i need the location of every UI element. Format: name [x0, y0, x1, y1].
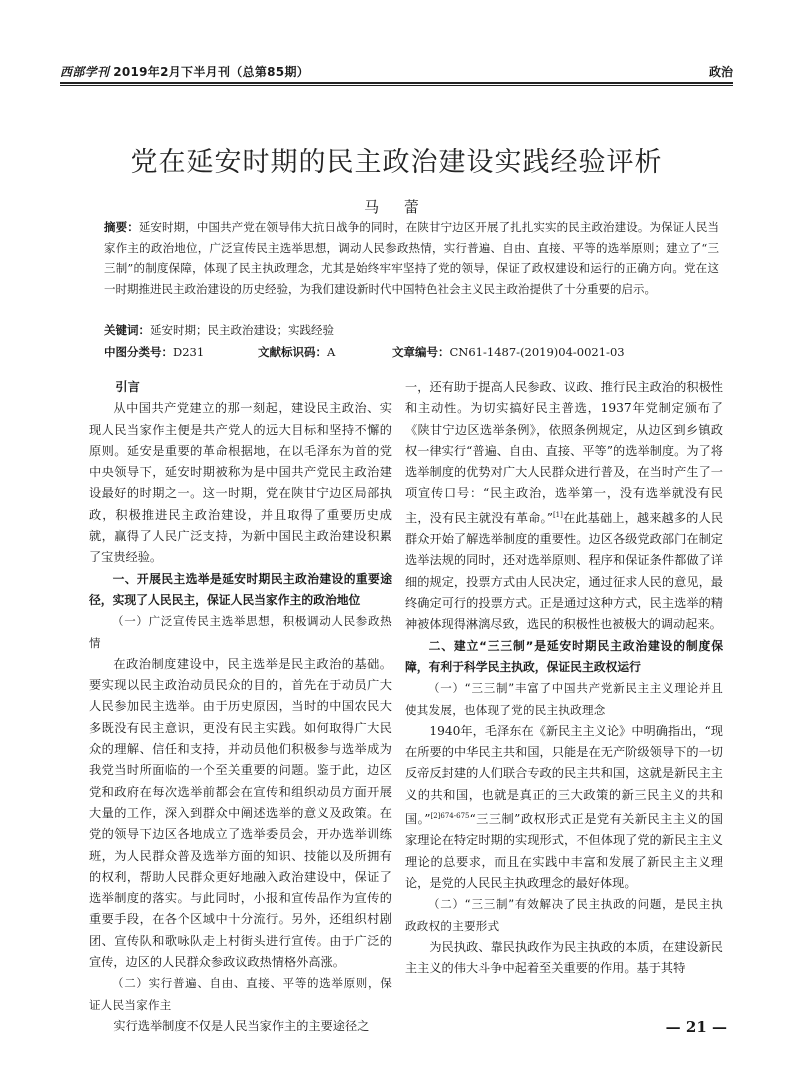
- article-no-field: [392, 344, 625, 360]
- clc-field: [104, 344, 204, 360]
- continued-text: 一，还有助于提高人民参政、议政、推行民主政治的积极性和主动性。为切实搞好民主普选，1937年党制定颁布了《陕甘宁边区选举条例》，依照条例规定，从边区到乡镇政权一律实行“普遍、自由、直接、平等”的选举制度。为了将选举制度的优势对广大人民群众进行普及，在当时产生了一项宣传口号：“民主政治，选举第一，没有选举就没有民主，没有民主就没有革命。”: [405, 380, 723, 525]
- intro-heading: 引言: [115, 380, 140, 394]
- subsection-3-paragraph: [405, 721, 723, 894]
- subsection-2-heading: （二）实行普遍、自由、直接、平等的选举原则，保证人民当家作主: [89, 976, 392, 1012]
- issue-text: 2019年2月下半月刊（总第85期）: [113, 65, 310, 79]
- doc-code-value: A: [327, 345, 336, 359]
- subsection-4-heading: （二）“三三制”有效解决了民主执政的问题，是民主执政政权的主要形式: [405, 897, 723, 933]
- subsection-1-paragraph: 在政治制度建设中，民主选举是民主政治的基础。要实现以民主政治动员民众的目的，首先在于动员广大人民参加民主选举。由于历史原因，当时的中国农民大多既没有民主意识，更没有民主实践。如何取得广大民众的理解、信任和支持，并动员他们积极参与选举成为我党当时所面临的一个至关重要的问题。鉴于此，边区党和政府在每次选举前都会在宣传和组织动员方面开展大量的工作，深入到群众中阐述选举的意义及政策。在党的领导下边区各地成立了选举委员会，开办选举训练班，为人民群众普及选举方面的知识、技能以及所拥有的权利，帮助人民群众更好地融入政治建设中，保证了选举制度的落实。与此同时，小报和宣传品作为宣传的重要手段，在各个区域中十分流行。另外，还组织村剧团、宣传队和歌咏队走上村街头进行宣传。由于广泛的宣传，边区的人民群众参政议政热情格外高涨。: [89, 656, 392, 970]
- keywords-label: 关键词：: [104, 323, 150, 337]
- keywords-text: 延安时期；民主政治建设；实践经验: [150, 323, 334, 337]
- continued-paragraph: [405, 377, 723, 636]
- subsection-1-heading: （一）广泛宣传民主选举思想，积极调动人民参政热情: [89, 614, 392, 650]
- intro-paragraph: 从中国共产党建立的那一刻起，建设民主政治、实现人民当家作主便是共产党人的远大目标和坚持不懈的原则。延安是重要的革命根据地，在以毛泽东为首的党中央领导下，延安时期被称为是中国共产党民主政治建设最好的时期之一。这一时期，党在陕甘宁边区局部执政，积极推进民主政治建设，并且取得了重要历史成就，赢得了人民广泛支持，为新中国民主政治建设积累了宝贵经验。: [89, 401, 392, 565]
- keywords: [104, 322, 334, 338]
- continued-text-end: 在此基础上，越来越多的人民群众开始了解选举制度的重要性。边区各级党政部门在制定选举法规的同时，还对选举原则、程序和保证条件都做了详细的规定，投票方式由人民决定，通过征求人民的意见，最终确定可行的投票方式。正是通过这种方式，民主选举的精神被体现得淋漓尽致，选民的积极性也被极大的调动起来。: [405, 510, 724, 632]
- right-column: [405, 377, 723, 979]
- clc-value: D231: [173, 345, 205, 359]
- abstract-label: 摘要：: [104, 220, 139, 234]
- clc-label: 中图分类号：: [104, 345, 173, 359]
- citation-2: [2]674-675: [430, 812, 470, 820]
- section-2-heading: 二、建立“三三制”是延安时期民主政治建设的制度保障，有利于科学民主执政，保证民主政权运行: [405, 638, 723, 674]
- article-title: 党在延安时期的民主政治建设实践经验评析: [130, 147, 663, 178]
- page-number: — 21 —: [665, 1018, 727, 1036]
- left-column: [89, 377, 392, 1037]
- citation-1: [1]: [552, 510, 563, 519]
- author-name: 马 蕾: [364, 198, 429, 216]
- subsection-3-text-end: “三三制”政权形式正是党有关新民主主义的国家理论在特定时期的实现形式，不但体现了党的新民主主义理论的总要求，而且在实践中丰富和发展了新民主主义理论，是党的人民民主执政理念的最好体现。: [405, 812, 723, 890]
- subsection-3-text: 1940年，毛泽东在《新民主主义论》中明确指出，“现在所要的中华民主共和国，只能是在无产阶级领导下的一切反帝反封建的人们联合专政的民主共和国，这就是新民主主义的共和国，也就是真正的三大政策的新三民主义的共和国。”: [405, 723, 723, 827]
- journal-logo: 西部学刊: [60, 65, 110, 79]
- journal-issue: [60, 63, 309, 80]
- article-no-label: 文章编号：: [392, 345, 450, 359]
- header-divider: [60, 85, 733, 86]
- section-label: 政治: [708, 65, 733, 79]
- running-header: [60, 60, 733, 84]
- subsection-4-paragraph: 为民执政、靠民执政作为民主执政的本质，在建设新民主主义的伟大斗争中起着至关重要的作用。基于其特: [405, 939, 723, 976]
- article-no-value: CN61-1487-(2019)04-0021-03: [449, 345, 625, 359]
- doc-code-field: [258, 344, 335, 360]
- subsection-3-heading: （一）“三三制”丰富了中国共产党新民主主义理论并且使其发展，也体现了党的民主执政理念: [405, 681, 723, 717]
- abstract-text: 延安时期，中国共产党在领导伟大抗日战争的同时，在陕甘宁边区开展了扎扎实实的民主政治建设。为保证人民当家作主的政治地位，广泛宣传民主选举思想，调动人民参政热情，实行普遍、自由、直接、平等的选举原则；建立了“三三制”的制度保障，体现了民主执政理念，尤其是始终牢牢坚持了党的领导，保证了政权建设和运行的正确方向。党在这一时期推进民主政治建设的历史经验，为我们建设新时代中国特色社会主义民主政治提供了十分重要的启示。: [104, 220, 720, 296]
- subsection-2-paragraph: 实行选举制度不仅是人民当家作主的主要途径之: [113, 1018, 370, 1033]
- doc-code-label: 文献标识码：: [258, 345, 327, 359]
- section-1-heading: 一、开展民主选举是延安时期民主政治建设的重要途径，实现了人民民主，保证人民当家作主的政治地位: [89, 571, 392, 607]
- abstract: [104, 217, 719, 299]
